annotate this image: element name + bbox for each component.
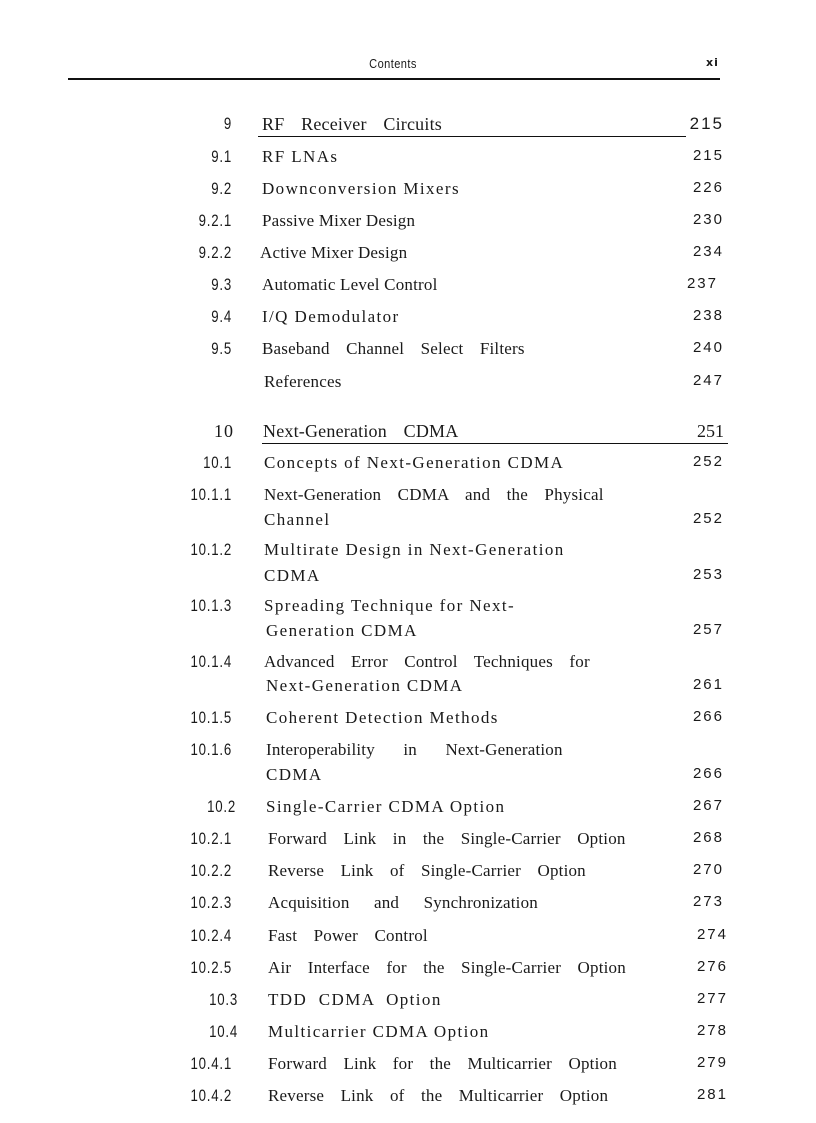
entry-page: 266 bbox=[692, 765, 724, 782]
entry-title: Interoperability in Next-Generation bbox=[266, 740, 563, 759]
entry-number: 10.1.4 bbox=[190, 652, 232, 671]
entry-title-continuation: CDMA bbox=[266, 765, 323, 784]
entry-number: 9.2.2 bbox=[198, 243, 232, 262]
entry-page: 270 bbox=[692, 861, 724, 878]
entry-page: 237 bbox=[686, 275, 718, 292]
entry-title: Advanced Error Control Techniques for bbox=[264, 652, 590, 671]
entry-title: Fast Power Control bbox=[268, 926, 428, 945]
entry-page: 252 bbox=[692, 510, 724, 527]
entry-title: Passive Mixer Design bbox=[262, 211, 416, 230]
entry-page: 226 bbox=[692, 179, 724, 196]
entry-page: 240 bbox=[692, 339, 724, 356]
entry-number: 10.2.1 bbox=[190, 829, 232, 848]
entry-title: RF LNAs bbox=[262, 147, 339, 166]
entry-number: 10.4.2 bbox=[190, 1086, 232, 1105]
entry-number: 10 bbox=[214, 421, 234, 441]
entry-title: Downconversion Mixers bbox=[262, 179, 460, 198]
entry-page: 281 bbox=[696, 1086, 728, 1103]
entry-number: 9.5 bbox=[211, 339, 232, 358]
entry-number: 10.1 bbox=[203, 453, 232, 472]
entry-page: 238 bbox=[692, 307, 724, 324]
entry-title: Forward Link in the Single-Carrier Option bbox=[268, 829, 626, 848]
entry-page: 276 bbox=[696, 958, 728, 975]
entry-title-continuation: Channel bbox=[264, 510, 331, 529]
entry-title: Forward Link for the Multicarrier Option bbox=[268, 1054, 617, 1073]
entry-number: 10.2.3 bbox=[190, 893, 232, 912]
entry-number: 10.1.6 bbox=[190, 740, 232, 759]
running-header-page-number: xi bbox=[706, 56, 719, 69]
entry-page: 278 bbox=[696, 1022, 728, 1039]
entry-number: 10.1.5 bbox=[190, 708, 232, 727]
entry-page: 247 bbox=[692, 372, 724, 389]
entry-page: 215 bbox=[692, 147, 724, 164]
entry-title: Concepts of Next-Generation CDMA bbox=[264, 453, 565, 472]
entry-title: Next-Generation CDMA bbox=[263, 421, 459, 441]
entry-number: 10.3 bbox=[209, 990, 238, 1009]
entry-number: 9.4 bbox=[211, 307, 232, 326]
entry-title-continuation: Generation CDMA bbox=[266, 621, 418, 640]
entry-page: 268 bbox=[692, 829, 724, 846]
entry-title: Automatic Level Control bbox=[262, 275, 438, 294]
entry-number: 10.4.1 bbox=[190, 1054, 232, 1073]
entry-title: Baseband Channel Select Filters bbox=[262, 339, 525, 358]
entry-title: Single-Carrier CDMA Option bbox=[266, 797, 506, 816]
entry-number: 10.2 bbox=[207, 797, 236, 816]
entry-title: Acquisition and Synchronization bbox=[268, 893, 538, 912]
entry-number: 9.1 bbox=[211, 147, 232, 166]
entry-page: 253 bbox=[692, 566, 724, 583]
entry-page: 257 bbox=[692, 621, 724, 638]
entry-page: 230 bbox=[692, 211, 724, 228]
entry-page: 234 bbox=[692, 243, 724, 260]
entry-title-continuation: Next-Generation CDMA bbox=[266, 676, 464, 695]
entry-page: 215 bbox=[689, 114, 724, 133]
chapter-rule bbox=[258, 136, 686, 137]
chapter-rule bbox=[262, 443, 728, 444]
entry-page: 279 bbox=[696, 1054, 728, 1071]
entry-title: Reverse Link of the Multicarrier Option bbox=[268, 1086, 609, 1105]
entry-title: I/Q Demodulator bbox=[262, 307, 400, 326]
entry-number: 9 bbox=[223, 114, 232, 133]
entry-title-continuation: CDMA bbox=[264, 566, 321, 585]
entry-page: 261 bbox=[692, 676, 724, 693]
entry-number: 10.2.2 bbox=[190, 861, 232, 880]
entry-page: 252 bbox=[692, 453, 724, 470]
entry-title: Spreading Technique for Next- bbox=[264, 596, 516, 615]
entry-number: 10.1.3 bbox=[190, 596, 232, 615]
entry-page: 267 bbox=[692, 797, 724, 814]
entry-number: 10.1.2 bbox=[190, 540, 232, 559]
entry-title: Reverse Link of Single-Carrier Option bbox=[268, 861, 586, 880]
entry-page: 266 bbox=[692, 708, 724, 725]
entry-number: 10.4 bbox=[209, 1022, 238, 1041]
entry-number: 10.2.5 bbox=[190, 958, 232, 977]
entry-number: 9.2 bbox=[211, 179, 232, 198]
entry-title: Active Mixer Design bbox=[260, 243, 408, 262]
entry-number: 9.3 bbox=[211, 275, 232, 294]
entry-title: Air Interface for the Single-Carrier Option bbox=[268, 958, 626, 977]
entry-number: 10.1.1 bbox=[190, 485, 232, 504]
entry-number: 10.2.4 bbox=[190, 926, 232, 945]
entry-number: 9.2.1 bbox=[198, 211, 232, 230]
entry-title: Multirate Design in Next-Generation bbox=[264, 540, 565, 559]
entry-page: 273 bbox=[692, 893, 724, 910]
entry-page: 274 bbox=[696, 926, 728, 943]
entry-title: Coherent Detection Methods bbox=[266, 708, 499, 727]
entry-title: RF Receiver Circuits bbox=[262, 114, 442, 134]
entry-title: Multicarrier CDMA Option bbox=[268, 1022, 490, 1041]
entry-title: TDD CDMA Option bbox=[268, 990, 442, 1009]
entry-title: References bbox=[264, 372, 342, 391]
entry-page: 251 bbox=[697, 421, 724, 441]
running-header-title: Contents bbox=[369, 56, 417, 71]
entry-title: Next-Generation CDMA and the Physical bbox=[264, 485, 604, 504]
entry-page: 277 bbox=[696, 990, 728, 1007]
